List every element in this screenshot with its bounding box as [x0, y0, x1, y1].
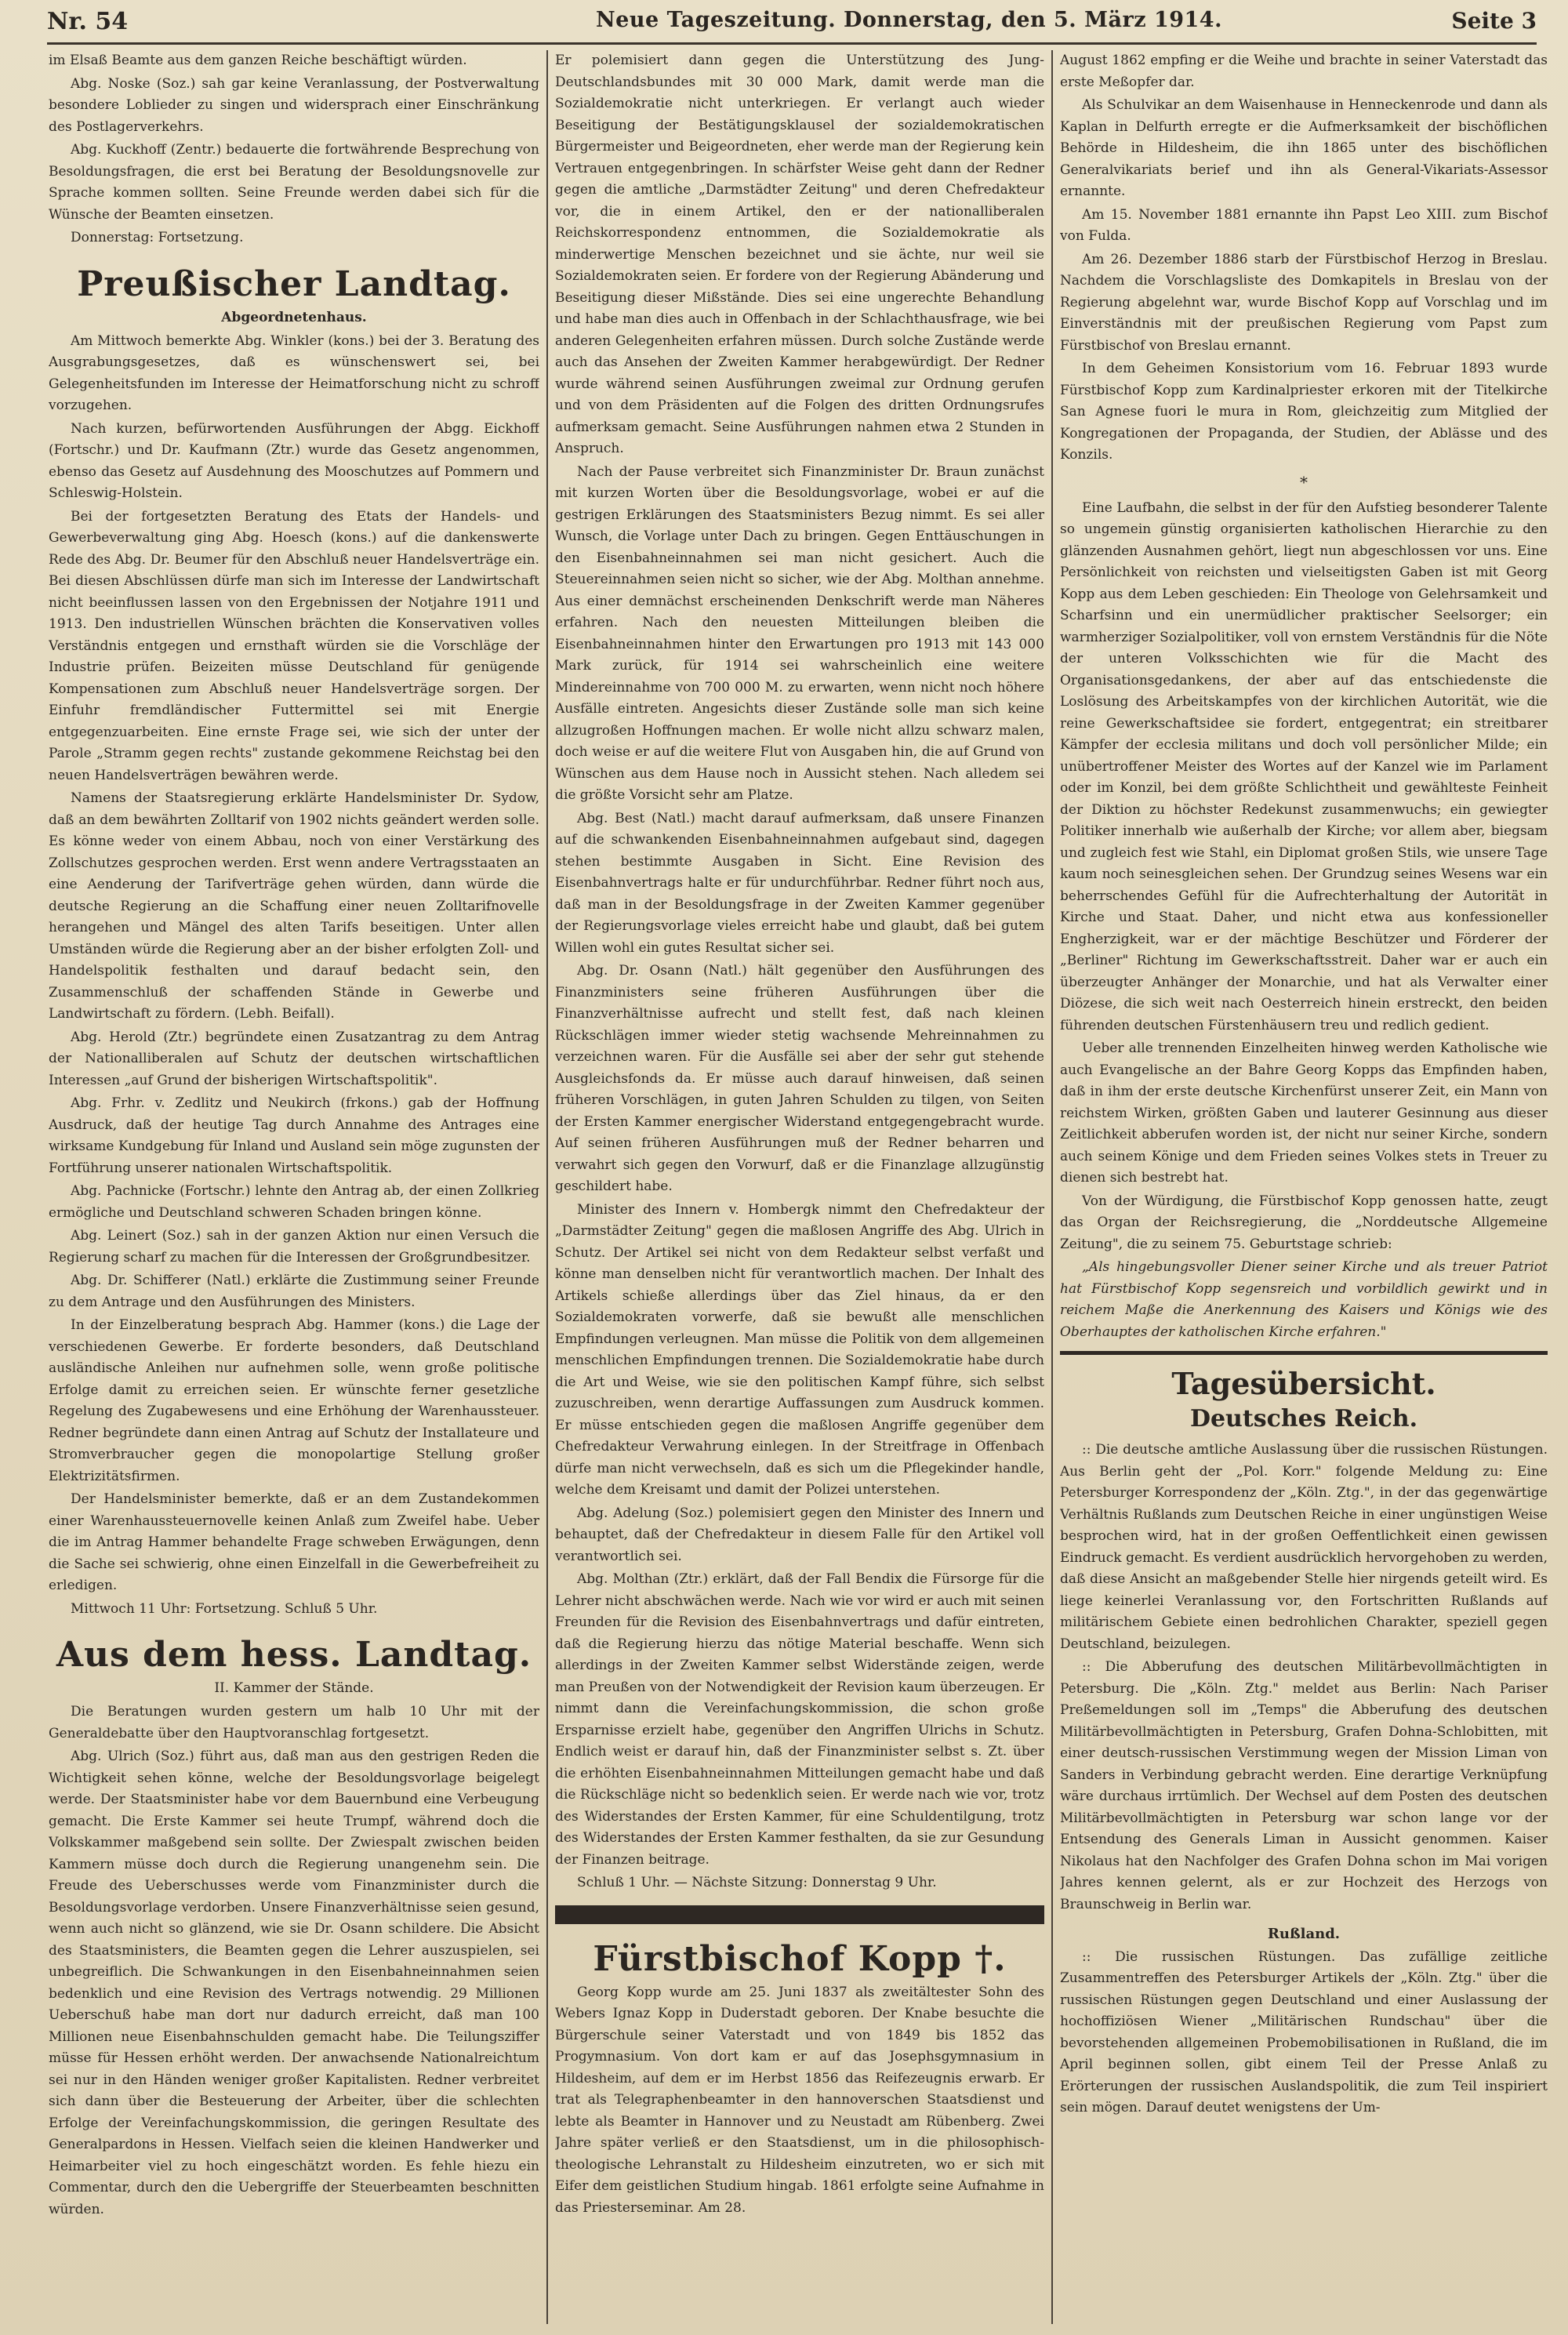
- quote: „Als hingebungsvoller Diener seiner Kirche und als treuer Patriot hat Fürstbischof Kopp segensreich und vorbildlich gewirkt und in reichem Maße die Anerkennung des Kaisers und Königs wie des Oberhauptes der katholischen Kirche erfahren.": [1060, 1259, 1548, 1340]
- paragraph: Er polemisiert dann gegen die Unterstützung des Jung-Deutschlandsbundes mit 30 000 Mark, damit werde man die Sozialdemokratie nicht unterkriegen. Er verlangt auch wieder Beseitigung der Bestätigungsklausel der sozialdemokratischen Bürgermeister und Beigeordneten, eher werde man der Regierung kein Vertrauen entgegenbringen. In schärfster Weise geht dann der Redner gegen die amtliche „Darmstädter Zeitung" und deren Chefredakteur vor, die in einem Artikel, den er der nationalliberalen Reichskorrespondenz entnommen, die Sozialdemokratie als minderwertige Menschen bezeichnet und sie ächte, nur weil sie Sozialdemokraten seien. Er fordere von der Regierung Abänderung und Beseitigung dieser Mißstände. Dies sei eine ungerechte Behandlung und habe man dies auch in Offenbach in der Schlachthausfrage, wie bei anderen Gelegenheiten erfahren müssen. Durch solche Zustände werde auch das Ansehen der Zweiten Kammer herabgewürdigt. Der Redner wurde während seinen Ausführungen zweimal zur Ordnung gerufen und von dem Präsidenten auf die Folgen des dritten Ordnungsrufes aufmerksam gemacht. Seine Ausführungen nahmen etwa 2 Stunden in Anspruch.: [555, 53, 1044, 456]
- paragraph: Namens der Staatsregierung erklärte Handelsminister Dr. Sydow, daß an dem bewährten Zolltarif von 1902 nichts geändert werden solle. Es könne weder von einem Abbau, noch von einer Verstärkung des Zollschutzes gesprochen werden. Erst wenn andere Vertragsstaaten an eine Aenderung der Tarifverträge gehen würden, dann würde die deutsche Regierung an die Schaffung einer neuen Zolltarifnovelle herangehen und Mängel des alten Tarifs beseitigen. Unter allen Umständen würde die Regierung aber an der bisher erfolgten Zoll- und Handelspolitik festhalten und darauf bedacht sein, den Zusammenschluß der schaffenden Stände in Gewerbe und Landwirtschaft zu fördern. (Lebh. Beifall).: [49, 790, 539, 1022]
- headline-landtag: Preußischer Landtag.: [77, 263, 511, 304]
- paragraph: Abg. Kuckhoff (Zentr.) bedauerte die fortwährende Besprechung von Besoldungsfragen, die erst bei Beratung der Besoldungsnovelle zur Sprache kommen sollten. Seine Freunde werden dabei sich für die Wünsche der Beamten einsetzen.: [49, 142, 539, 223]
- paragraph: Am 15. November 1881 ernannte ihn Papst Leo XIII. zum Bischof von Fulda.: [1060, 206, 1548, 244]
- paragraph: Abg. Pachnicke (Fortschr.) lehnte den Antrag ab, der einen Zollkrieg ermögliche und Deutschland schweren Schaden bringen könne.: [49, 1183, 539, 1221]
- paragraph: Donnerstag: Fortsetzung.: [71, 230, 244, 245]
- paragraph: Minister des Innern v. Hombergk nimmt den Chefredakteur der „Darmstädter Zeitung" gegen die maßlosen Angriffe des Abg. Ulrich in Schutz. Der Artikel sei nicht von dem Redakteur selbst verfaßt und könne man denselben nicht für verantwortlich machen. Der Inhalt des Artikels schieße allerdings über das Ziel hinaus, da er den Sozialdemokraten vorwerfe, daß sie bewußt alle menschlichen Empfindungen verleugnen. Man müsse die Politik von dem allgemeinen menschlichen Empfindungen trennen. Die Sozialdemokratie habe durch die Art und Weise, wie sie den politischen Kampf führe, sich selbst zuzuschreiben, wenn derartige Auffassungen zum Ausdruck kommen. Er müsse entschieden gegen die maßlosen Angriffe gegenüber dem Chefredakteur Verwahrung einlegen. In der Streitfrage in Offenbach dürfe man nicht verwechseln, daß es sich um die Pflegekinder handle, welche dem Kreisamt und damit der Polizei unterstehen.: [555, 1201, 1044, 1498]
- paragraph: Schluß 1 Uhr. — Nächste Sitzung: Donnerstag 9 Uhr.: [577, 1875, 937, 1890]
- subheadline: Abgeordnetenhaus.: [221, 309, 367, 325]
- column-rule: [546, 50, 548, 2324]
- masthead: [47, 3, 1537, 45]
- paragraph: In dem Geheimen Konsistorium vom 16. Februar 1893 wurde Fürstbischof Kopp zum Kardinalpriester erkoren mit der Titelkirche San Agnese fuori le mura in Rom, gleichzeitig zum Mitglied der Kongregationen der Propaganda, der Studien, der Ablässe und des Konzils.: [1060, 361, 1548, 463]
- subheadline-russland: Rußland.: [1267, 1926, 1341, 1942]
- paragraph: Abg. Dr. Osann (Natl.) hält gegenüber den Ausführungen des Finanzministers seine früheren Ausführungen über die Finanzverhältnisse aufrecht und stellt fest, daß nach kleinen Rückschlägen immer wieder stetig wachsende Mehreinnahmen zu verzeichnen waren. Für die Ausfälle sei aber der sehr gut stehende Ausgleichsfonds da. Er müsse auch darauf hinweisen, daß seinen früheren Vorschlägen, in guten Jahren Schulden zu tilgen, von Seiten der Ersten Kammer energischer Widerstand entgegengebracht wurde. Auf seinen früheren Ausführungen muß der Redner beharren und verwahrt sich gegen den Vorwurf, daß er die Finanzlage allzugünstig geschildert habe.: [555, 963, 1044, 1194]
- page-number: Seite 3: [1451, 8, 1537, 34]
- paragraph: :: Die russischen Rüstungen. Das zufällige zeitliche Zusammentreffen des Petersburger Artikels der „Köln. Ztg." über die russischen Rüstungen gegen Deutschland und einer Auslassung der hochoffiziösen Wiener „Militärischen Rundschau" über die bevorstehenden allgemeinen Probemobilisationen in Rußland, die im April beginnen sollen, gibt einem Teil der Presse Anlaß zu Erörterungen der russischen Auslandspolitik, die zum Teil inspiriert sein mögen. Darauf deutet wenigstens der Um-: [1060, 1948, 1548, 2115]
- paragraph: Abg. Herold (Ztr.) begründete einen Zusatzantrag zu dem Antrag der Nationalliberalen auf Schutz der deutschen wirtschaftlichen Interessen „auf Grund der bisherigen Wirtschaftspolitik".: [49, 1029, 539, 1088]
- paragraph: Eine Laufbahn, die selbst in der für den Aufstieg besonderer Talente so ungemein günstig organisierten katholischen Hierarchie zu den glänzenden Ausnahmen gehört, liegt nun abgeschlossen vor uns. Eine Persönlichkeit von reichsten und vielseitigsten Gaben ist mit Georg Kopp aus dem Leben geschieden: Ein Theologe von Gelehrsamkeit und Scharfsinn und ein unermüdlicher praktischer Seelsorger; ein warmherziger Sozialpolitiker, voll von ernstem Verständnis für die Nöte der unteren Volksschichten wie für die Macht des Organisationsgedankens, der aber auf das entschiedenste die Loslösung des Arbeitskampfes von der kirchlichen Autorität, wie die reine Gewerkschaftsidee sie fordert, entgegentrat; ein streitbarer Kämpfer der ecclesia militans und doch voll persönlicher Milde; ein unübertroffener Meister des Wortes auf der Kanzel wie im Parlament oder im Konzil, bei dem größte Schlichtheit und gewählteste Feinheit der Diktion zu höchster Redekunst zusammenwuchs; ein gewiegter Politiker innerhalb wie außerhalb der Kirche; vor allem aber, biegsam und zugleich fest wie Stahl, ein Diplomat großen Stils, wie unsere Tage kaum noch seinesgleichen sehen. Der Grundzug seines Wesens war ein beherrschendes Gefühl für die Aufrechterhaltung der Autorität in Kirche und Staat. Daher, und nicht etwa aus konfessioneller Engherzigkeit, war er der mächtige Beschützer und Förderer der „Berliner" Richtung im Gewerkschaftsstreit. Daher war er auch ein überzeugter Anhänger der Monarchie, und hat als Verwalter einer Diözese, die sich weit nach Oesterreich hinein erstreckt, den beiden führenden deutschen Fürstenhäusern treu und redlich gedient.: [1060, 499, 1548, 1033]
- paragraph: Abg. Molthan (Ztr.) erklärt, daß der Fall Bendix die Fürsorge für die Lehrer nicht abschwächen werde. Nach wie vor wird er auch mit seinen Freunden für die Revision des Eisenbahnvertrags und dafür eintreten, daß die Regierung hierzu das nötige Material beschaffe. Wenn sich allerdings in der Zweiten Kammer selbst Widerstände zeigen, werde man Preußen von der Notwendigkeit der Revision kaum überzeugen. Er nimmt dann die Vereinfachungskommission, die schon große Ersparnisse erzielt habe, gegenüber den Angriffen Ulrichs in Schutz. Endlich weist er darauf hin, daß der Finanzminister selbst s. Zt. über die erhöhten Eisenbahneinnahmen Mitteilungen gemacht habe und daß die Rückschläge nicht so bedenklich seien. Er werde nach wie vor, trotz des Widerstandes der Ersten Kammer, für eine Schuldentilgung, trotz des Widerstandes der Ersten Kammer festhalten, da sie zur Gesundung der Finanzen beitrage.: [555, 1571, 1044, 1868]
- column-1: [49, 50, 539, 2324]
- paragraph: In der Einzelberatung besprach Abg. Hammer (kons.) die Lage der verschiedenen Gewerbe. Er forderte besonders, daß Deutschland ausländische Anleihen nur aufnehmen solle, wenn große politische Erfolge damit zu erreichen seien. Er wünschte ferner gesetzliche Regelung des Zugabewesens und eine Erhöhung der Warenhaussteuer. Redner begründete dann einen Antrag auf Schutz der Installateure und Stromverbraucher gegen die monopolartige Stellung großer Elektrizitätsfirmen.: [49, 1317, 539, 1484]
- paragraph: August 1862 empfing er die Weihe und brachte in seiner Vaterstadt das erste Meßopfer dar.: [1060, 53, 1548, 90]
- paragraph: Abg. Ulrich (Soz.) führt aus, daß man aus den gestrigen Reden die Wichtigkeit sehen könne, welche der Besoldungsvorlage beigelegt werde. Der Staatsminister habe vor dem Bauernbund eine Verbeugung gemacht. Die Erste Kammer sei heute Trumpf, während doch die Volkskammer maßgebend sein sollte. Der Zwiespalt zwischen beiden Kammern müsse doch durch die Regierung unangenehm sein. Die Freude des Ueberschusses werde vom Finanzminister durch die Besoldungsvorlage verdorben. Unsere Finanzverhältnisse seien gesund, wenn auch nicht so glänzend, wie sie Dr. Osann schildere. Die Absicht des Staatsministers, die Beamten gegen die Lehrer auszuspielen, sei unbegreiflich. Die Schwankungen in den Eisenbahneinnahmen seien bedenklich und eine Revision des Vertrags notwendig. 29 Millionen Ueberschuß habe man dort nur dadurch erreicht, daß man 100 Millionen neue Eisenbahnschulden gemacht habe. Die Teilungsziffer müsse für Hessen erhöht werden. Der anwachsende Nationalreichtum sei nur in den Händen weniger großer Kapitalisten. Redner verbreitet sich dann über die Besteuerung der Arbeiter, über die schlechten Erfolge der Vereinfachungskommission, die geringen Resultate des Generalpardons in Hessen. Vielfach seien die kleinen Handwerker und Heimarbeiter viel zu hoch eingeschätzt worden. Es fehle hiezu ein Commentar, durch den die Uebergriffe der Steuerbeamten beschnitten würden.: [49, 1749, 539, 2217]
- paragraph: Abg. Noske (Soz.) sah gar keine Veranlassung, der Postverwaltung besondere Loblieder zu singen und widersprach einer Einschränkung des Postlagerverkehrs.: [49, 75, 539, 135]
- paragraph: Der Handelsminister bemerkte, daß er an dem Zustandekommen einer Warenhaussteuernovelle keinen Anlaß zum Zweifel habe. Ueber die im Antrag Hammer behandelte Frage schweben Erwägungen, denn die Sache sei schwierig, ohne einen Einzelfall in die Gewerbefreiheit zu erledigen.: [49, 1491, 539, 1593]
- paragraph: Von der Würdigung, die Fürstbischof Kopp genossen hatte, zeugt das Organ der Reichsregierung, die „Norddeutsche Allgemeine Zeitung", die zu seinem 75. Geburtstage schrieb:: [1060, 1193, 1548, 1252]
- subheadline-deutsches-reich: Deutsches Reich.: [1189, 1405, 1418, 1433]
- paragraph: Bei der fortgesetzten Beratung des Etats der Handels- und Gewerbeverwaltung ging Abg. Hoesch (kons.) auf die dankenswerte Rede des Abg. Dr. Beumer für den Abschluß neuer Handelsverträge ein. Bei diesen Abschlüssen dürfe man sich im Interesse der Landwirtschaft nicht beeinflussen lassen von den Ergebnissen der Notjahre 1911 und 1913. Den industriellen Wünschen brächten die Konservativen volles Verständnis entgegen und ernsthaft würden sie die Vorschläge der Industrie prüfen. Beizeiten müsse Deutschland für genügende Kompensationen zum Abschluß neuer Handelsverträge sorgen. Der Einfuhr fremdländischer Futtermittel sei mit Energie entgegenzuarbeiten. Eine ernste Frage sei, wie sich der unter der Parole „Stramm gegen rechts" zustande gekommene Reichstag bei den neuen Handelsverträgen bewähren werde.: [49, 508, 539, 783]
- subheadline: II. Kammer der Stände.: [214, 1680, 374, 1696]
- paragraph: Abg. Frhr. v. Zedlitz und Neukirch (frkons.) gab der Hoffnung Ausdruck, daß der heutige Tag durch Annahme des Antrages eine wirksame Kundgebung für Inland und Ausland sein möge zugunsten der Fortführung unserer nationalen Wirtschaftspolitik.: [49, 1095, 539, 1176]
- paragraph: Am Mittwoch bemerkte Abg. Winkler (kons.) bei der 3. Beratung des Ausgrabungsgesetzes, daß es wünschenswert sei, bei Gelegenheitsfunden im Interesse der Heimatforschung nicht zu schroff vorzugehen.: [49, 332, 539, 413]
- column-3: [1060, 50, 1548, 2324]
- paragraph: Nach der Pause verbreitet sich Finanzminister Dr. Braun zunächst mit kurzen Worten über die Besoldungsvorlage, wobei er auf die gestrigen Erklärungen des Staatsministers Bezug nimmt. Es sei aller Wunsch, die Vorlage unter Dach zu bringen. Gegen Enttäuschungen in den Eisenbahneinnahmen sei man nicht gesichert. Auch die Steuereinnahmen seien nicht so sicher, wie der Abg. Molthan annehme. Aus einer demnächst erscheinenden Denkschrift werde man Näheres erfahren. Nach den neuesten Mitteilungen bleiben die Eisenbahneinnahmen hinter den Erwartungen pro 1913 mit 143 000 Mark zurück, für 1914 sei wahrscheinlich eine weitere Mindereinnahme von 700 000 M. zu erwarten, wenn nicht noch höhere Ausfälle eintreten. Angesichts dieser Zustände solle man sich keine allzugroßen Hoffnungen machen. Er wolle nicht allzu schwarz malen, doch weise er auf die weitere Flut von Ausgaben hin, die auf Grund von Wünschen aus dem Hause noch in Aussicht stehen. Nach alledem sei die größte Vorsicht sehr am Platze.: [555, 463, 1044, 803]
- headline-tagesuebersicht: Tagesübersicht.: [1171, 1366, 1436, 1401]
- divider-bar: [1060, 1351, 1548, 1355]
- paragraph: Abg. Dr. Schifferer (Natl.) erklärte die Zustimmung seiner Freunde zu dem Antrage und den Ausführungen des Ministers.: [49, 1273, 539, 1310]
- paragraph: Abg. Best (Natl.) macht darauf aufmerksam, daß unsere Finanzen auf die schwankenden Eisenbahneinnahmen aufgebaut sind, dagegen stehen bestimmte Ausgaben in Sicht. Eine Revision des Eisenbahnvertrags halte er für undurchführbar. Redner führt noch aus, daß man in der Besoldungsfrage in der Zweiten Kammer gegenüber der Regierungsvorlage vieles erreicht habe und glaubt, daß bei gutem Willen wohl ein gutes Resultat sicher sei.: [555, 810, 1044, 956]
- paragraph: :: Die deutsche amtliche Auslassung über die russischen Rüstungen. Aus Berlin geht der „Pol. Korr." folgende Meldung zu: Eine Petersburger Korrespondenz der „Köln. Ztg.", in der das gegenwärtige Verhältnis Rußlands zum Deutschen Reiche in einer ungünstigen Weise besprochen wird, hat in der großen Oeffentlichkeit einen gewissen Eindruck gemacht. Es verdient ausdrücklich hervorgehoben zu werden, daß diese Ansicht an maßgebender Stelle hier nirgends geteilt wird. Es liege keinerlei Veranlassung vor, den Fortschritten Rußlands auf militärischem Gebiete einen bedrohlichen Charakter, speziell gegen Deutschland, beizulegen.: [1060, 1442, 1548, 1652]
- column-rule: [1051, 50, 1053, 2324]
- divider-bar: [555, 1905, 1044, 1924]
- section-star: *: [1300, 472, 1308, 492]
- paragraph: im Elsaß Beamte aus dem ganzen Reiche beschäftigt würden.: [49, 53, 467, 68]
- paragraph: :: Die Abberufung des deutschen Militärbevollmächtigten in Petersburg. Die „Köln. Ztg." meldet aus Berlin: Nach Pariser Preßemeldungen soll im „Temps" die Abberufung des deutschen Militärbevollmächtigten in Petersburg, Grafen Dohna-Schlobitten, mit einer deutsch-russischen Verstimmung wegen der Mission Liman von Sanders in Verbindung gebracht werden. Eine derartige Verknüpfung wäre durchaus irrtümlich. Der Wechsel auf dem Posten des deutschen Militärbevollmächtigten in Petersburg war schon lange vor der Entsendung des Generals Liman in Aussicht genommen. Kaiser Nikolaus hat den Nachfolger des Grafen Dohna schon im Mai vorigen Jahres kennen gelernt, als er zur Hochzeit des Herzogs von Braunschweig in Berlin war.: [1060, 1659, 1548, 1912]
- paragraph: Abg. Adelung (Soz.) polemisiert gegen den Minister des Innern und behauptet, daß der Chefredakteur in diesem Falle für den Artikel voll verantwortlich sei.: [555, 1505, 1044, 1564]
- paragraph: Als Schulvikar an dem Waisenhause in Henneckenrode und dann als Kaplan in Delfurth erregte er die Aufmerksamkeit der bischöflichen Behörde in Hildesheim, die ihn 1865 unter des bischöflichen Generalvikariats berief und ihn als General-Vikariats-Assessor ernannte.: [1060, 97, 1548, 199]
- paragraph: Georg Kopp wurde am 25. Juni 1837 als zweitältester Sohn des Webers Ignaz Kopp in Duderstadt geboren. Der Knabe besuchte die Bürgerschule seiner Vaterstadt und von 1849 bis 1852 das Progymnasium. Von dort kam er auf das Josephsgymnasium in Hildesheim, auf dem er im Herbst 1856 das Reifezeugnis erwarb. Er trat als Telegraphenbeamter in den hannoverschen Staatsdienst und lebte als Beamter in Hannover und zu Neustadt am Rübenberg. Zwei Jahre später verließ er den Staatsdienst, um in die philosophisch-theologische Lehranstalt zu Hildesheim einzutreten, wo er sich mit Eifer dem geistlichen Studium hingab. 1861 erfolgte seine Aufnahme in das Priesterseminar. Am 28.: [555, 1984, 1044, 2216]
- headline-hess-landtag: Aus dem hess. Landtag.: [56, 1635, 532, 1675]
- masthead-title: Neue Tageszeitung. Donnerstag, den 5. März 1914.: [596, 8, 1222, 32]
- paragraph: Ueber alle trennenden Einzelheiten hinweg werden Katholische wie auch Evangelische an der Bahre Georg Kopps das Empfinden haben, daß in ihm der erste deutsche Kirchenfürst unserer Zeit, ein Mann von reichstem Wirken, größten Gaben und lauterer Gesinnung aus dieser Zeitlichkeit abberufen worden ist, der nicht nur seiner Kirche, sondern auch seinem Könige und dem Frieden seines Volkes stets in Treuer zu dienen sich bestrebt hat.: [1060, 1040, 1548, 1186]
- paragraph: Die Beratungen wurden gestern um halb 10 Uhr mit der Generaldebatte über den Hauptvoranschlag fortgesetzt.: [49, 1704, 539, 1741]
- paragraph: Abg. Leinert (Soz.) sah in der ganzen Aktion nur einen Versuch die Regierung scharf zu machen für die Interessen der Großgrundbesitzer.: [49, 1228, 539, 1266]
- paragraph: Am 26. Dezember 1886 starb der Fürstbischof Herzog in Breslau. Nachdem die Vorschlagsliste des Domkapitels in Breslau von der Regierung abgelehnt war, wurde Bischof Kopp auf Vorschlag und im Einverständnis mit der preußischen Regierung vom Papst zum Fürstbischof von Breslau ernannt.: [1060, 251, 1548, 354]
- column-2: [555, 50, 1044, 2324]
- paragraph: Nach kurzen, befürwortenden Ausführungen der Abgg. Eickhoff (Fortschr.) und Dr. Kaufmann (Ztr.) wurde das Gesetz angenommen, ebenso das Gesetz auf Ausdehnung des Mooschutzes auf Pommern und Schleswig-Holstein.: [49, 420, 539, 501]
- headline-kopp: Fürstbischof Kopp †.: [593, 1938, 1007, 1979]
- paragraph: Mittwoch 11 Uhr: Fortsetzung. Schluß 5 Uhr.: [71, 1600, 378, 1617]
- issue-number: Nr. 54: [47, 8, 129, 35]
